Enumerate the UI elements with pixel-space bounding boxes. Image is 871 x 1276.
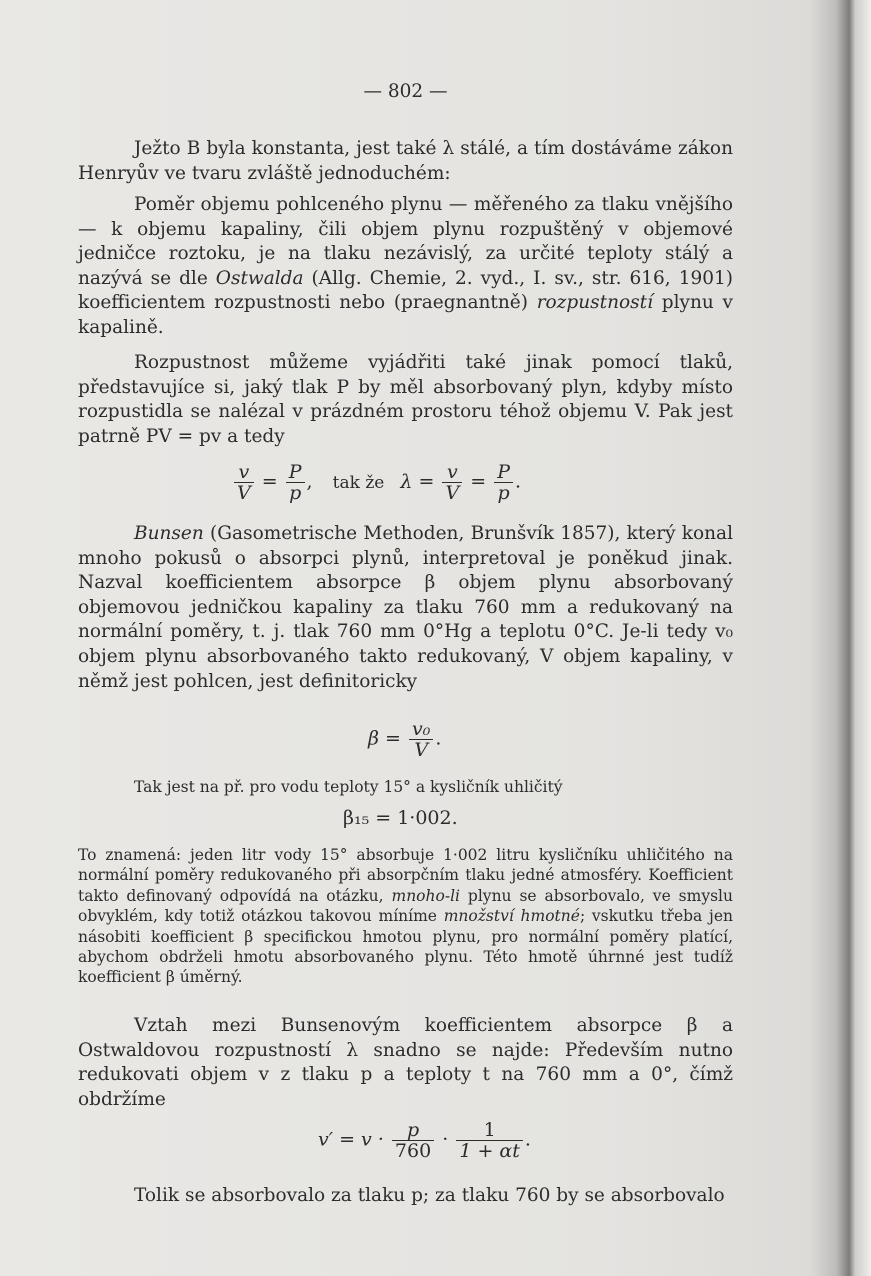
definition-text-c: plynu v kapalině. xyxy=(78,292,733,338)
ostwald-name: Ostwalda xyxy=(215,267,304,289)
definition-text-b: (Allg. Chemie, 2. vyd., I. sv., str. 616, 1901) koefficientem rozpustnosti nebo (praegnantně) xyxy=(78,267,733,314)
paragraph-text: Ježto B byla konstanta, jest také λ stálé, a tím dostáváme zákon Henryův ve tvaru zvláště jednoduchém: xyxy=(78,138,733,184)
paragraph-explanation xyxy=(78,845,733,988)
term-mnozstvi-hmotne: množství hmotné xyxy=(443,907,580,926)
explanation-text-b: plynu se absorbovalo, ve smyslu obvyklém, kdy totiž otázkou takovou míníme xyxy=(78,886,733,926)
equation-beta: β = $\frac{\text{v₀}}{V}$ . xyxy=(368,718,442,761)
fraction-v-over-V: $\frac{v}{V}$ xyxy=(234,462,254,503)
term-rozpustnost: rozpustností xyxy=(536,292,653,314)
fraction-P-over-p: $\frac{P}{p}$ xyxy=(286,462,305,503)
paragraph-last-line: Tolik se absorbovalo za tlaku p; za tlaku 760 by se absorbovalo xyxy=(134,1185,725,1206)
bunsen-name: Bunsen xyxy=(134,523,204,544)
equation-v-prime: v′ = v · $\frac{p}{760}$ · $\frac{1}{1 + \alpha t}$ . xyxy=(318,1119,531,1162)
page-number: — 802 — xyxy=(363,81,448,102)
bunsen-text: (Gasometrische Methoden, Brunšvík 1857), který konal mnoho pokusů o absorpci plynů, interpretoval je poněkud jinak. Nazval koefficientem absorpce β objem plynu absorbovaný objemovou jedničkou kapaliny za tlaku 760 mm a redukovaný na normální poměry, t. j. tlak 760 mm 0°Hg a teplotu 0°C. Je-li tedy v₀ objem plynu absorbovaného takto redukovaný, V objem kapaliny, v němž jest pohlcen, jest definitoricky xyxy=(78,523,733,692)
equation-lambda: $\frac{v}{V}$ = $\frac{P}{p}$ , tak že λ = $\frac{v}{V}$ = $\frac{P}{p}$ . xyxy=(232,462,521,503)
fraction-v-over-V: $\frac{v}{V}$ xyxy=(442,462,462,503)
definition-text-a: Poměr objemu pohlceného plynu — měřeného za tlaku vnějšího — k objemu kapaliny, čili objem plynu rozpuštěný v objemové jedničce roztoku, je na tlaku nezávislý, za určité teploty stálý a nazývá se dle xyxy=(78,194,733,289)
equation-beta-15: β₁₅ = 1·002. xyxy=(343,807,458,829)
paragraph-bunsen xyxy=(78,522,733,694)
fraction-1-over-1-alpha-t: $\frac{1}{1 + \alpha t}$ xyxy=(456,1120,523,1161)
fraction-v0-over-V: $\frac{\text{v₀}}{V}$ xyxy=(409,719,433,760)
example-line: Tak jest na př. pro vodu teploty 15° a kysličník uhličitý xyxy=(134,778,563,796)
fraction-p-over-760: $\frac{p}{760}$ xyxy=(392,1120,434,1161)
paragraph-pressure xyxy=(78,351,733,449)
explanation-text-a: To znamená: jeden litr vody 15° absorbuje 1·002 litru kysličníku uhličitého na normální poměry redukovaného při absorpčním tlaku jedné atmosféry. Koefficient takto definovaný odpovídá na otázku, xyxy=(78,846,733,905)
paragraph-relation xyxy=(78,1014,733,1112)
paragraph-text: Vztah mezi Bunsenovým koefficientem absorpce β a Ostwaldovou rozpustností λ snadno se najde: Především nutno redukovati objem v z tlaku p a teploty t na 760 mm a 0°, čímž obdržíme xyxy=(78,1015,733,1110)
paragraph-definition xyxy=(78,193,733,341)
explanation-text-c: ; vskutku třeba jen násobiti koefficient β specifickou hmotou plynu, pro normální poměry platící, abychom obdrželi hmotu absorbovaného plynu. Této hmotě úhrnné jest tudíž koefficient β úměrný. xyxy=(78,907,733,987)
paragraph-henry xyxy=(78,137,733,186)
fraction-P-over-p: $\frac{P}{p}$ xyxy=(494,462,513,503)
term-mnoholi: mnoho-li xyxy=(391,886,460,905)
paragraph-text: Rozpustnost můžeme vyjádřiti také jinak pomocí tlaků, představujíce si, jaký tlak P by měl absorbovaný plyn, kdyby místo rozpustidla se nalézal v prázdném prostoru téhož objemu V. Pak jest patrně PV = pv a tedy xyxy=(78,352,733,447)
